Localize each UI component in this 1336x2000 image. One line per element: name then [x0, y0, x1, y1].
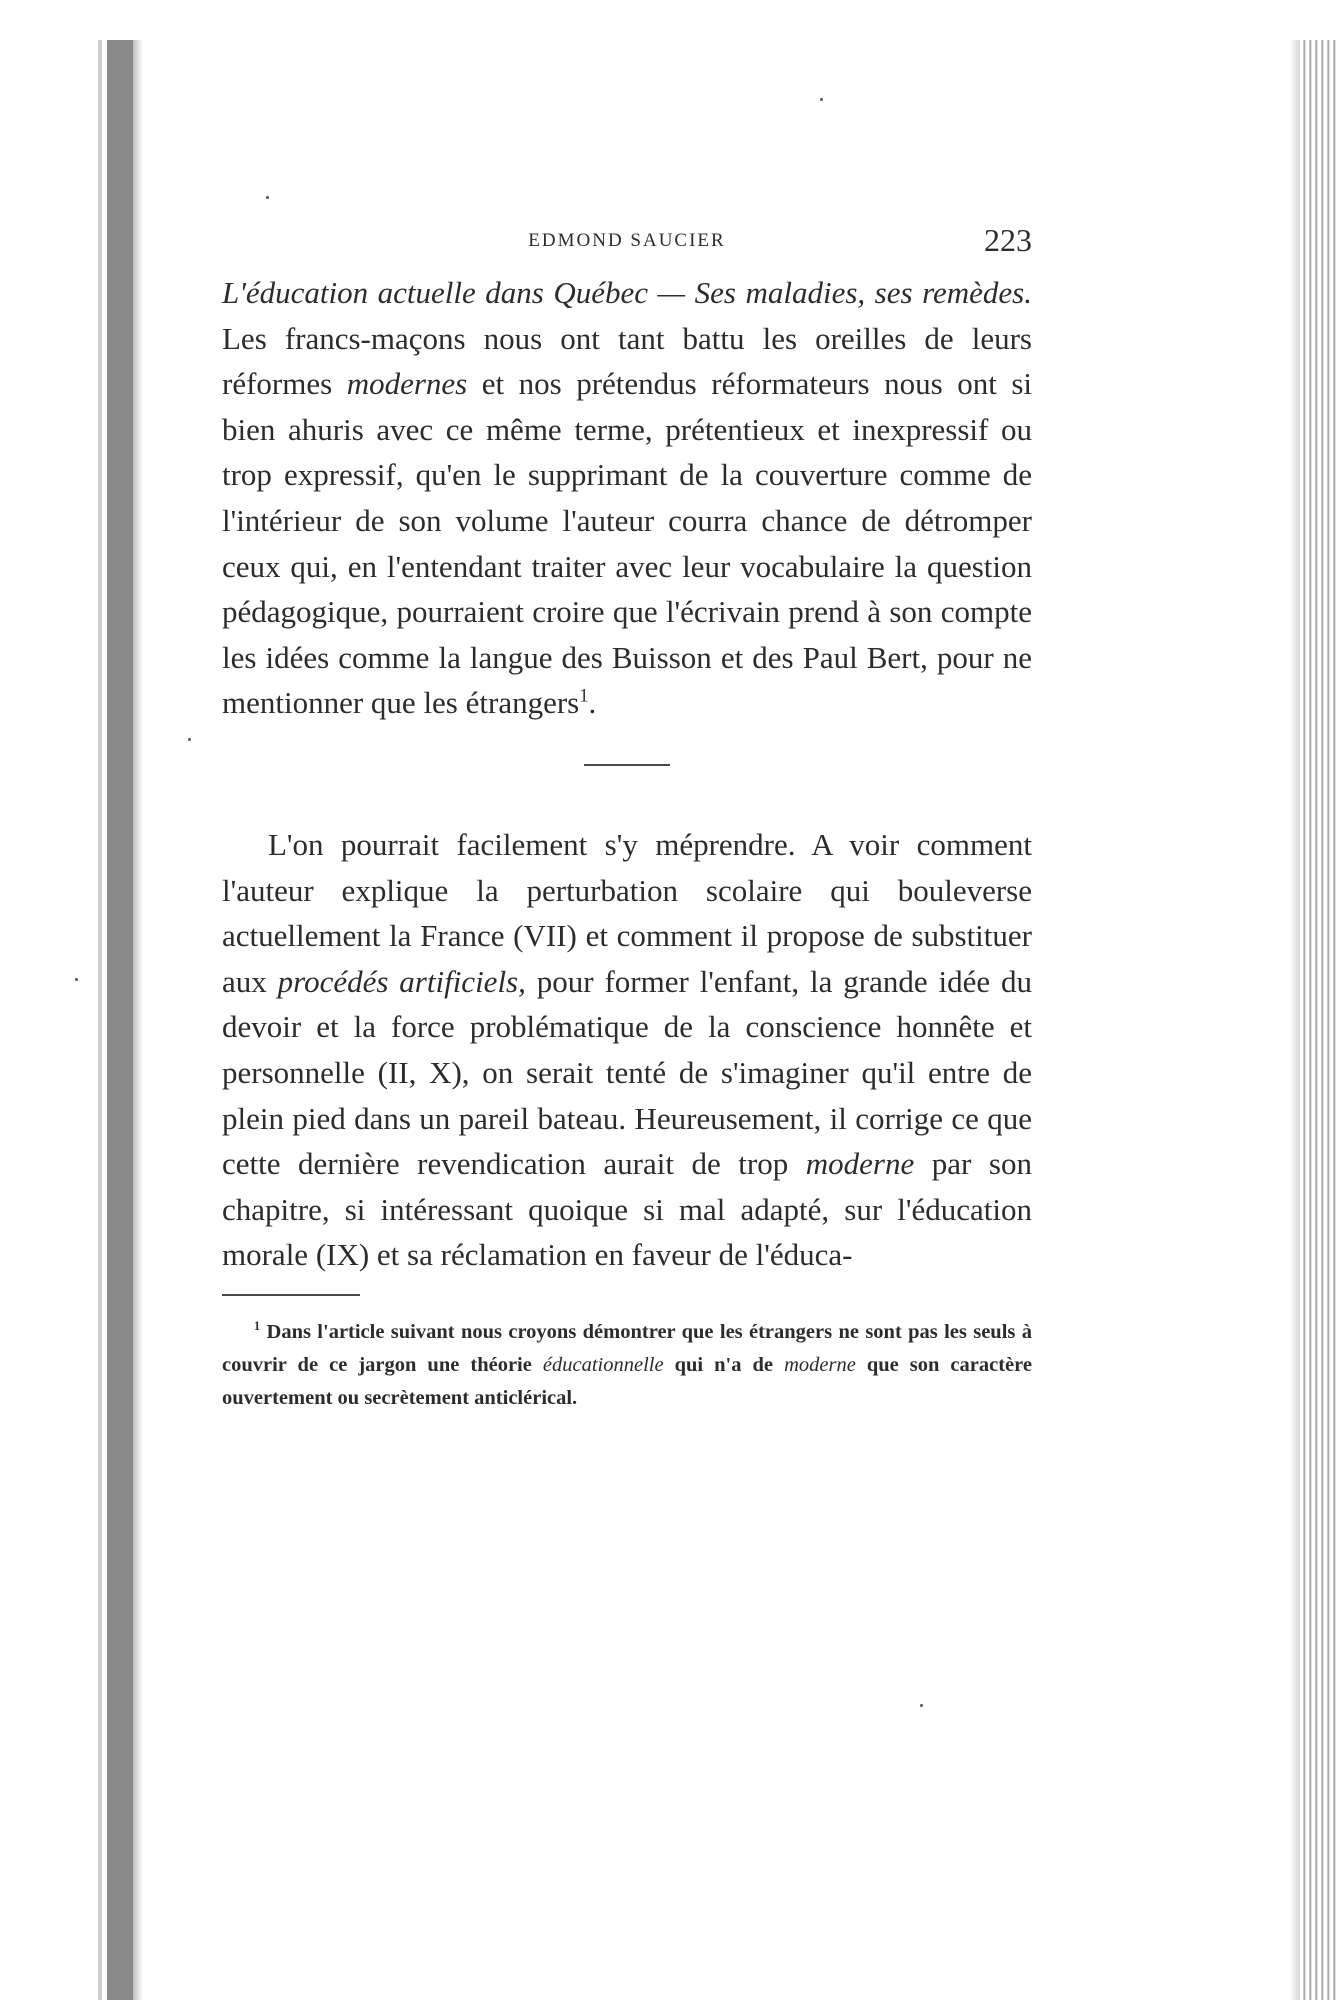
paragraph-1-text-c: .	[588, 685, 597, 721]
scan-gutter-bar	[107, 40, 133, 2000]
footnote-text-c: que son caractère ouvertement ou secrètement anticlérical.	[222, 1353, 1032, 1409]
running-head	[222, 220, 1032, 270]
paragraph-2-text-c: par son chapitre, si intéressant quoique si mal adapté, sur l'éducation morale (IX) et sa réclamation en faveur de l'éduca-	[222, 1146, 1032, 1273]
page-number: 223	[984, 222, 1032, 258]
paragraph-1-text-b: et nos prétendus réformateurs nous ont si bien ahuris avec ce même terme, prétentieux et inexpressif ou trop expressif, qu'en le supprimant de la couverture comme de l'intérieur de son volume l'auteur courra chance de détromper ceux qui, en l'entendant traiter avec leur vocabulaire la question pédagogique, pourraient croire que l'écrivain prend à son compte les idées comme la langue des Buisson et des Paul Bert, pour ne mentionner que les étrangers	[222, 366, 1032, 721]
footnote-text-a: Dans l'article suivant nous croyons démontrer que les étrangers ne sont pas les seuls à couvrir de ce jargon une théorie	[222, 1320, 1032, 1376]
paragraph-2	[222, 822, 1032, 1278]
italic-moderne: moderne	[805, 1146, 915, 1182]
section-separator	[584, 764, 670, 766]
running-title: EDMOND SAUCIER	[528, 230, 726, 251]
scan-speck	[188, 738, 191, 741]
page-stack-edge	[1300, 40, 1336, 2000]
paragraph-2-text-a: L'on pourrait facilement s'y méprendre. A voir comment l'auteur explique la perturbation scolaire qui bouleverse actuellement la France (VII) et comment il propose de substituer aux	[222, 826, 1032, 999]
italic-procedes-artificiels: procédés artificiels,	[277, 963, 526, 999]
scan-speck	[75, 978, 78, 981]
footnote-text-b: qui n'a de	[663, 1353, 785, 1376]
italic-modernes: modernes	[346, 366, 468, 402]
scan-right-edge-shadow	[1290, 40, 1300, 2000]
footnote-number: 1	[254, 1319, 261, 1334]
footnote-italic-educationnelle: éducationnelle	[542, 1353, 664, 1376]
book-page	[222, 220, 1032, 1415]
paragraph-1	[222, 270, 1032, 726]
scan-speck	[820, 98, 823, 101]
footnote-reference: 1	[579, 686, 589, 708]
scan-fold-line	[98, 40, 102, 2000]
scan-gutter-shadow	[133, 40, 143, 2000]
book-title-italic: L'éducation actuelle dans Québec — Ses maladies, ses remèdes.	[222, 275, 1032, 310]
footnote-rule	[222, 1294, 360, 1296]
footnote	[222, 1316, 1032, 1415]
paragraph-2-text-b: pour former l'enfant, la grande idée du devoir et la force problématique de la conscience honnête et personnelle (II, X), on serait tenté de s'imaginer qu'il entre de plein pied dans un pareil bateau. Heureusement, il corrige ce que cette dernière revendication aurait de trop	[222, 963, 1032, 1182]
scan-speck	[920, 1704, 923, 1707]
paragraph-1-text-a: Les francs-maçons nous ont tant battu les oreilles de leurs réformes	[222, 320, 1032, 402]
footnote-italic-moderne: moderne	[784, 1353, 856, 1376]
scan-speck	[266, 196, 269, 199]
